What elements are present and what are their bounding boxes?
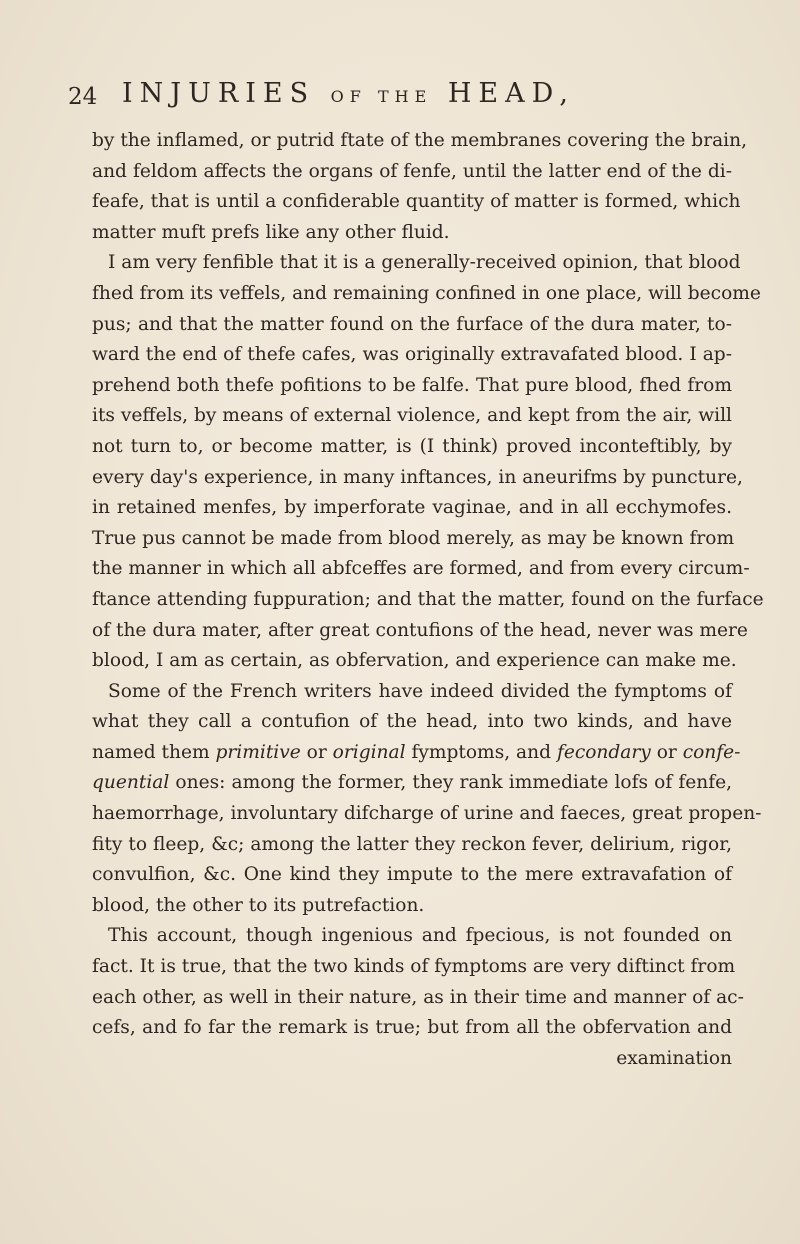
text-line: and feldom affects the organs of fenfe, until the latter end of the di- xyxy=(92,160,732,182)
text-line: I am very fenfible that it is a generally-received opinion, that blood xyxy=(108,252,741,274)
text-line: in retained menfes, by imperforate vaginae, and in all ecchymofes. xyxy=(92,497,732,519)
text-line-italic-terms: named them primitive or original fymptoms, and fecondary or confe- xyxy=(92,741,741,763)
italic-term: quential xyxy=(92,772,170,794)
text-line: feafe, that is until a confiderable quantity of matter is formed, which xyxy=(92,191,741,213)
running-title-connector: OF THE xyxy=(330,87,433,106)
text-line: This account, though ingenious and fpecious, is not founded on xyxy=(108,925,732,947)
italic-term: fecondary xyxy=(556,741,651,763)
text-line: haemorrhage, involuntary difcharge of urine and faeces, great propen- xyxy=(92,803,762,825)
text-line: cefs, and fo far the remark is true; but from all the obfervation and xyxy=(92,1017,732,1039)
text-line: the manner in which all abfceffes are formed, and from every circum- xyxy=(92,558,750,580)
running-title xyxy=(122,78,575,109)
text-line: by the inflamed, or putrid ftate of the membranes covering the brain, xyxy=(92,130,747,151)
italic-term: primitive xyxy=(215,741,301,763)
text-line: ward the end of thefe cafes, was originally extravafated blood. I ap- xyxy=(92,344,732,366)
running-title-end: HEAD, xyxy=(447,78,575,109)
text-line: matter muft prefs like any other fluid. xyxy=(92,221,450,243)
catchword: examination xyxy=(616,1047,732,1069)
running-title-main: INJURIES xyxy=(122,78,316,109)
running-header xyxy=(68,78,728,118)
italic-term: original xyxy=(332,741,406,763)
italic-term: confe- xyxy=(682,741,741,763)
text-line: its veffels, by means of external violence, and kept from the air, will xyxy=(92,405,732,427)
text-line: not turn to, or become matter, is (I think) proved inconteftibly, by xyxy=(92,435,732,457)
text-line-italic-terms: quential ones: among the former, they rank immediate lofs of fenfe, xyxy=(92,772,732,794)
text-line: each other, as well in their nature, as in their time and manner of ac- xyxy=(92,986,744,1008)
text-line: blood, I am as certain, as obfervation, and experience can make me. xyxy=(92,650,737,672)
text-line: True pus cannot be made from blood merely, as may be known from xyxy=(92,527,735,549)
text-line: ftance attending fuppuration; and that the matter, found on the furface xyxy=(92,588,764,610)
text-line: Some of the French writers have indeed divided the fymptoms of xyxy=(108,680,732,702)
page-number: 24 xyxy=(68,84,98,110)
text-line: fact. It is true, that the two kinds of fymptoms are very diftinct from xyxy=(92,956,736,978)
text-line: pus; and that the matter found on the furface of the dura mater, to- xyxy=(92,313,732,335)
text-line: every day's experience, in many inftances, in aneurifms by puncture, xyxy=(92,466,743,488)
text-line: fity to fleep, &c; among the latter they reckon fever, delirium, rigor, xyxy=(92,833,732,855)
text-line: blood, the other to its putrefaction. xyxy=(92,894,425,916)
text-line: fhed from its veffels, and remaining confined in one place, will become xyxy=(92,282,761,304)
body-text xyxy=(92,126,764,1074)
text-line: what they call a contufion of the head, into two kinds, and have xyxy=(92,711,732,733)
text-line: convulfion, &c. One kind they impute to the mere extravafation of xyxy=(92,864,732,886)
text-line: prehend both thefe pofitions to be falfe. That pure blood, fhed from xyxy=(92,374,732,396)
text-line: of the dura mater, after great contufions of the head, never was mere xyxy=(92,619,748,641)
